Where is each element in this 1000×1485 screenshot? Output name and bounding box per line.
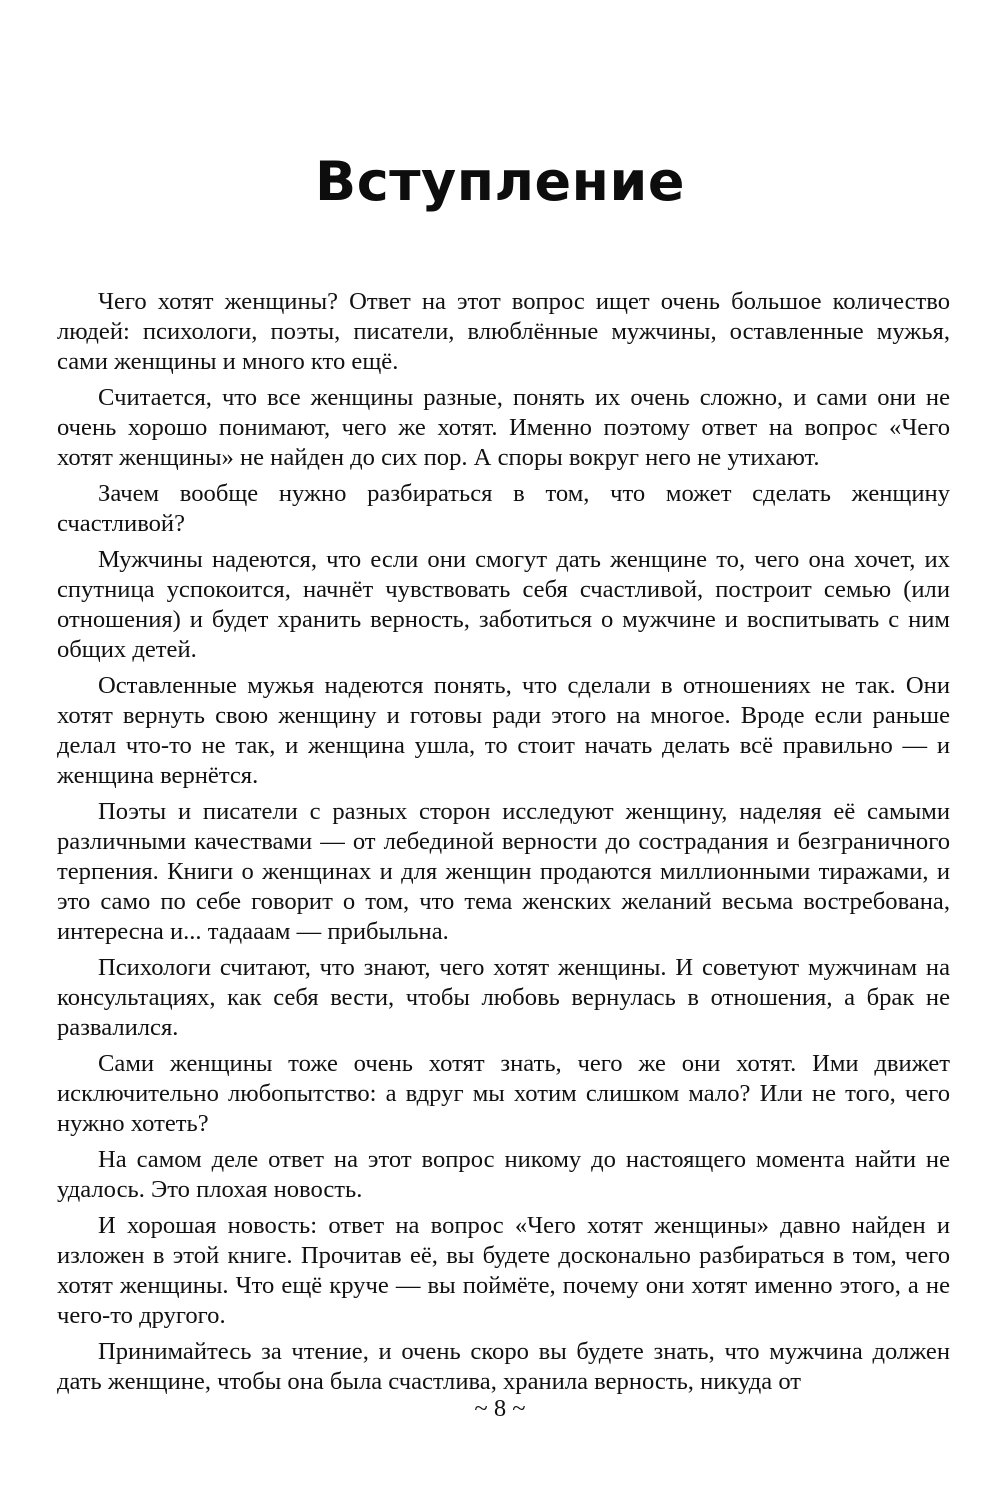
body-text — [57, 287, 950, 1403]
paragraph: Мужчины надеются, что если они смогут дать женщине то, чего она хочет, их спутница успокоится, начнёт чувствовать себя счастливой, построит семью (или отношения) и будет хранить верность, заботиться о мужчине и воспитывать с ним общих детей. — [57, 546, 950, 663]
paragraph: Психологи считают, что знают, чего хотят женщины. И советуют мужчинам на консультациях, как себя вести, чтобы любовь вернулась в отношения, а брак не развалился. — [57, 954, 950, 1041]
paragraph: Сами женщины тоже очень хотят знать, чего же они хотят. Ими движет исключительно любопытство: а вдруг мы хотим слишком мало? Или не того, чего нужно хотеть? — [57, 1050, 950, 1137]
paragraph: Зачем вообще нужно разбираться в том, что может сделать женщину счастливой? — [57, 480, 950, 537]
page-number: ~ 8 ~ — [474, 1395, 526, 1422]
paragraph: Считается, что все женщины разные, понять их очень сложно, и сами они не очень хорошо понимают, чего же хотят. Именно поэтому ответ на вопрос «Чего хотят женщины» не найден до сих пор. А споры вокруг него не утихают. — [57, 384, 950, 471]
chapter-title: Вступление — [315, 150, 685, 213]
paragraph: Оставленные мужья надеются понять, что сделали в отношениях не так. Они хотят вернуть свою женщину и готовы ради этого на многое. Вроде если раньше делал что-то не так, и женщина ушла, то стоит начать делать всё правильно — и женщина вернётся. — [57, 672, 950, 789]
paragraph: Чего хотят женщины? Ответ на этот вопрос ищет очень большое количество людей: психологи, поэты, писатели, влюблённые мужчины, оставленные мужья, сами женщины и много кто ещё. — [57, 288, 950, 375]
paragraph: На самом деле ответ на этот вопрос никому до настоящего момента найти не удалось. Это плохая новость. — [57, 1146, 950, 1203]
paragraph: И хорошая новость: ответ на вопрос «Чего хотят женщины» давно найден и изложен в этой книге. Прочитав её, вы будете досконально разбираться в том, чего хотят женщины. Что ещё круче — вы поймёте, почему они хотят именно этого, а не чего-то другого. — [57, 1212, 950, 1329]
paragraph: Поэты и писатели с разных сторон исследуют женщину, наделяя её самыми различными качествами — от лебединой верности до сострадания и безграничного терпения. Книги о женщинах и для женщин продаются миллионными тиражами, и это само по себе говорит о том, что тема женских желаний весьма востребована, интересна и... тадааам — прибыльна. — [57, 798, 950, 945]
paragraph: Принимайтесь за чтение, и очень скоро вы будете знать, что мужчина должен дать женщине, чтобы она была счастлива, хранила верность, никуда от — [57, 1338, 950, 1395]
